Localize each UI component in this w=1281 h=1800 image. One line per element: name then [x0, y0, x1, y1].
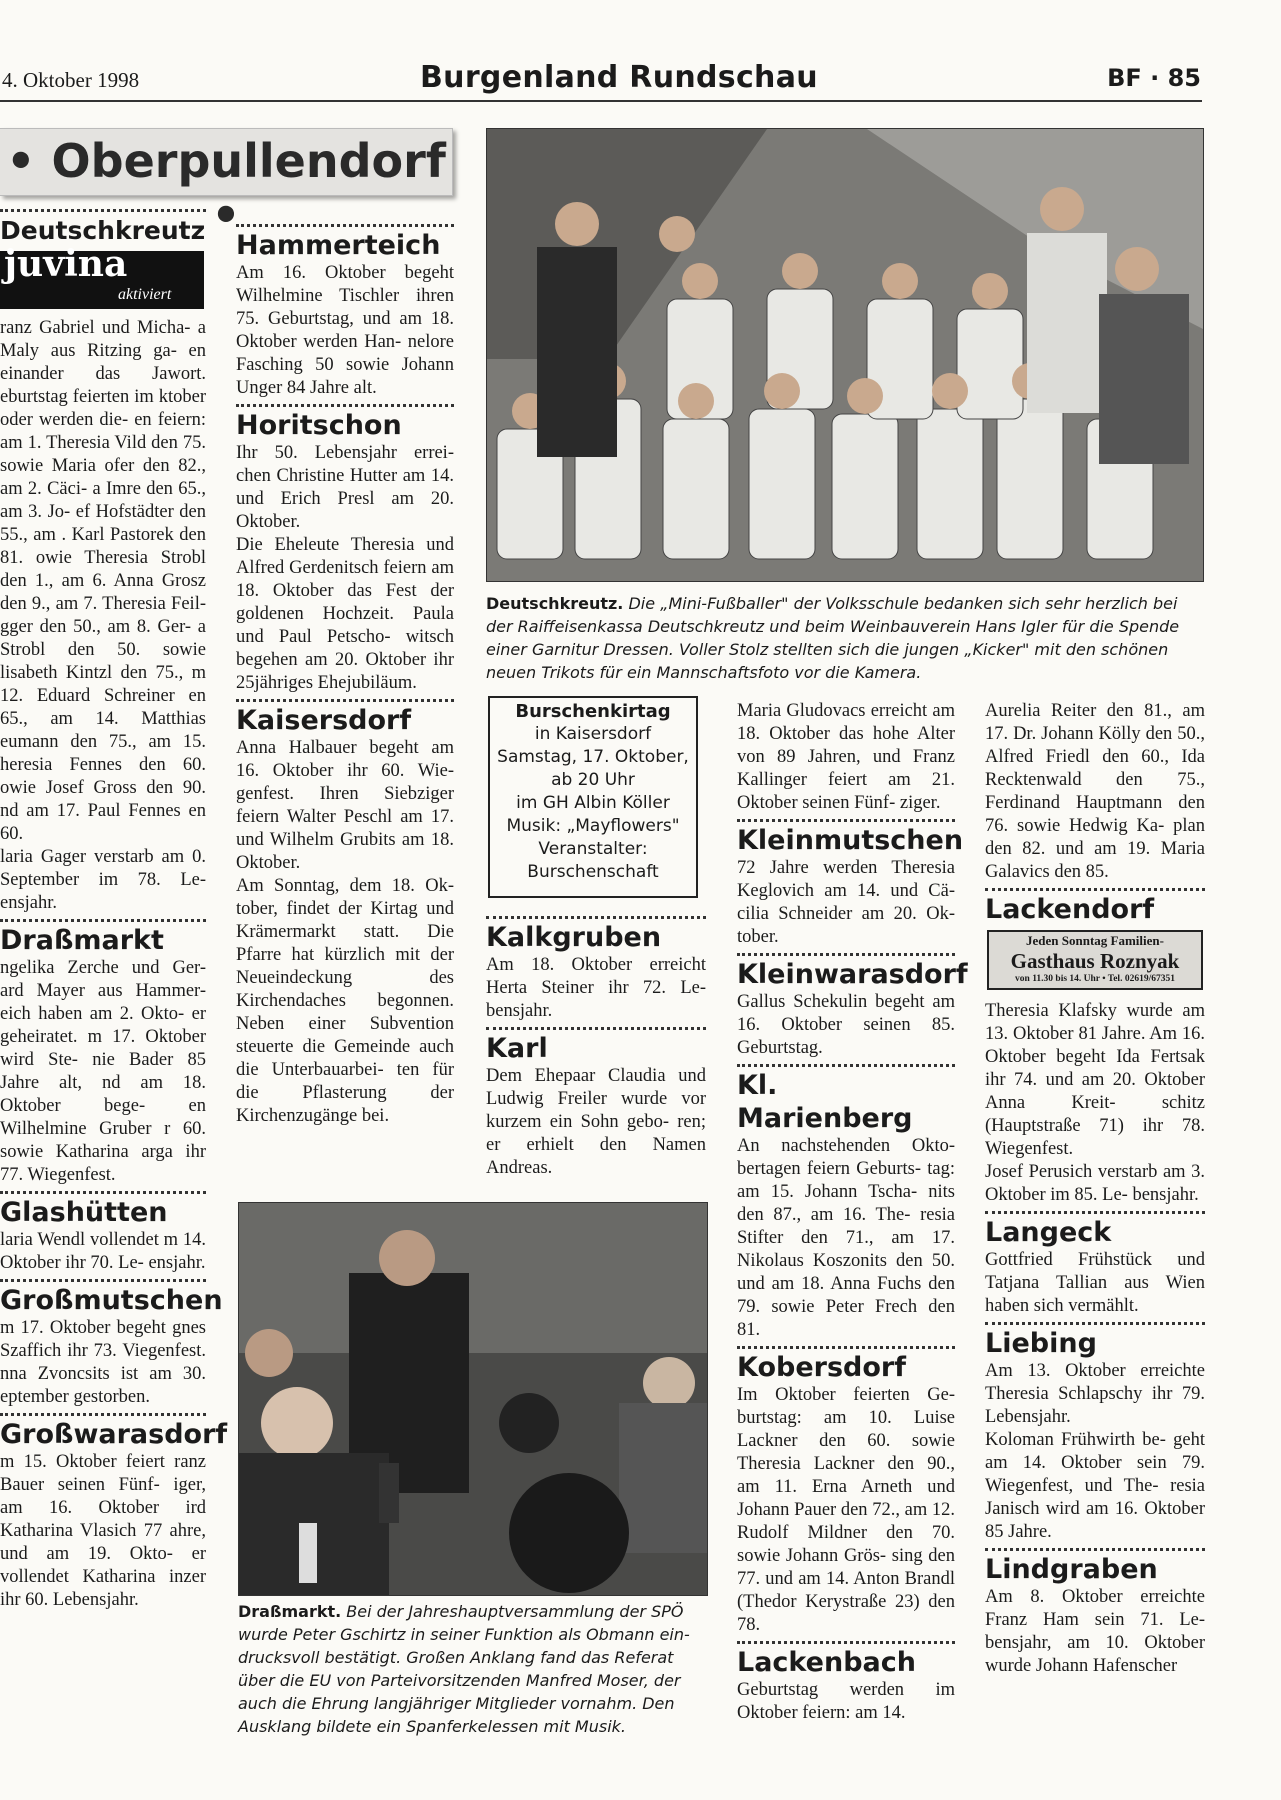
heading-glashuetten: Glashütten [0, 1197, 168, 1228]
text-karl: Dem Ehepaar Claudia und Ludwig Freiler wurde vor kurzem ein Sohn gebo- ren; er erhielt den Namen Andreas. [486, 1066, 706, 1178]
text-hammerteich: Am 16. Oktober begeht Wilhelmine Tischler ihren 75. Geburtstag, und am 18. Oktober werden Han- nelore Fasching 50 sowie Johann Unger 84 Jahre alt. [236, 263, 454, 398]
caption-lead: Draßmarkt. [238, 1602, 342, 1621]
photo-football-caption [486, 592, 1202, 684]
column-1 [0, 205, 228, 1612]
text-kaisersdorf-continued: Maria Gludovacs erreicht am 18. Oktober das hohe Alter von 89 Jahren, und Franz Kallinger feiert am 21. Oktober seinen Fünf- ziger. [737, 701, 955, 813]
text-horitschon-2: Die Eheleute Theresia und Alfred Gerdenitsch feiern am 18. Oktober das Fest der goldenen Hochzeit. Paula und Paul Petscho- witsch begehen am 20. Oktober ihr 25jähriges Ehejubiläum. [236, 535, 454, 693]
divider [737, 819, 955, 822]
divider [985, 888, 1205, 891]
text-lackendorf: Theresia Klafsky wurde am 13. Oktober 81 Jahre. Am 16. Oktober begeht Ida Fertsak ihr 74. und am 20. Oktober Anna Kreit- schitz (Hauptstraße 71) ihr 78. Wiegenfest. [985, 1001, 1205, 1159]
heading-grosswarasdorf: Großwarasdorf [0, 1419, 228, 1450]
text-deutschkreutz: ranz Gabriel und Micha- a Maly aus Ritzing ga- en einander das Jawort. eburtstag feierten im ktober oder werden die- en feiern: am 1. Theresia Vild den 75. sowie Maria ofer den 82., am 2. Cäci- a Imre den 65., am 3. Jo- ef Hofstädter den 55., am . Karl Pastorek den 81. owie Theresia Strobl den 1., am 6. Anna Grosz den 9., am 7. Theresia Feil- gger den 50., am 8. Ger- a Strobl den 50. sowie lisabeth Kintzl den 75., m 12. Eduard Schreiner en 65., am 14. Matthias eumann den 75., am 15. heresia Fennes den 60. owie Josef Gross den 90. nd am 17. Paul Fennes en 60. [0, 318, 206, 844]
heading-karl: Karl [486, 1033, 548, 1064]
text-kalkgruben: Am 18. Oktober erreicht Herta Steiner ihr 72. Le- bensjahr. [486, 955, 706, 1021]
text-kaisersdorf: Anna Halbauer begeht am 16. Oktober ihr 60. Wie- genfest. Ihren Siebziger feiern Walter Peschl am 17. und Wilhelm Grubits am 18. Oktober. [236, 738, 454, 873]
divider [0, 1279, 206, 1282]
divider [486, 916, 706, 919]
divider [0, 1413, 206, 1416]
heading-kalkgruben: Kalkgruben [486, 922, 662, 953]
photo-football-team-image [487, 129, 1203, 581]
ad-top: Jeden Sonntag Familien- [1026, 933, 1164, 948]
heading-drassmarkt: Draßmarkt [0, 925, 164, 956]
ad-line: Veranstalter: [538, 839, 648, 859]
section-title: • Oberpullendorf • [6, 134, 446, 242]
ad-gasthaus-roznyak [987, 930, 1203, 990]
ad-burschenkirtag [488, 696, 698, 898]
heading-kaisersdorf: Kaisersdorf [236, 705, 412, 736]
divider [0, 209, 206, 212]
heading-lindgraben: Lindgraben [985, 1554, 1158, 1585]
text-grossmutschen: m 17. Oktober begeht gnes Szaffich ihr 73. Viegenfest. nna Zvoncsits ist am 30. eptember gestorben. [0, 1318, 206, 1407]
divider [236, 404, 454, 407]
newspaper-title: Burgenland Rundschau [420, 60, 818, 95]
ad-line: ab 20 Uhr [551, 770, 635, 790]
text-kl-marienberg: An nachstehenden Okto- bertagen feiern Geburts- tag: am 15. Johann Tscha- nits den 87., am 16. The- resia Stifter den 71., am 17. Nikolaus Koszonits den 50. und am 18. Anna Fuchs den 79. sowie Peter Frech den 81. [737, 1136, 955, 1340]
page-number: BF · 85 [1107, 64, 1201, 92]
divider [0, 919, 206, 922]
divider [737, 1346, 955, 1349]
photo-party-meeting-image [239, 1203, 707, 1595]
heading-grossmutschen: Großmutschen [0, 1285, 223, 1316]
text-lackenbach: Geburtstag werden im Oktober feiern: am 14. [737, 1680, 955, 1723]
ad-line: Samstag, 17. Oktober, [497, 747, 689, 767]
divider [737, 953, 955, 956]
heading-langeck: Langeck [985, 1217, 1112, 1248]
logo-word: juvina [4, 243, 128, 285]
text-kleinwarasdorf: Gallus Schekulin begeht am 16. Oktober seinen 85. Geburtstag. [737, 992, 955, 1058]
header-rule [0, 100, 1202, 102]
divider [737, 1064, 955, 1067]
text-deutschkreutz-2: laria Gager verstarb am 0. September im 78. Le- ensjahr. [0, 847, 206, 913]
ad-bottom: von 11.30 bis 14. Uhr • Tel. 02619/67351 [1015, 974, 1175, 984]
text-kaisersdorf-2: Am Sonntag, dem 18. Ok- tober, findet der Kirtag und Krämermarkt statt. Die Pfarre hat kürzlich mit der Neueindeckung des Kirchendaches begonnen. Neben einer Subvention steuerte die Gemeinde auch die Unterbauarbei- ten für die Pflasterung der Kirchenzugänge bei. [236, 876, 454, 1126]
column-3 [486, 912, 706, 1180]
heading-hammerteich: Hammerteich [236, 230, 441, 261]
ad-line: im GH Albin Köller [516, 793, 670, 813]
column-5 [985, 700, 1205, 1678]
ad-name: Gasthaus Roznyak [1010, 949, 1180, 973]
text-lindgraben: Am 8. Oktober erreichte Franz Ham sein 71. Le- bensjahr, am 10. Oktober wurde Johann Hafenscher [985, 1587, 1205, 1676]
column-2 [236, 220, 454, 1128]
heading-lackendorf: Lackendorf [985, 894, 1155, 925]
heading-kleinmutschen: Kleinmutschen [737, 825, 964, 856]
divider [236, 699, 454, 702]
divider [985, 1548, 1205, 1551]
heading-deutschkreutz: Deutschkreutz [0, 216, 206, 245]
ad-line: Musik: „Mayflowers" [506, 816, 680, 836]
column-4 [737, 700, 968, 1725]
text-lackenbach-continued: Aurelia Reiter den 81., am 17. Dr. Johann Kölly den 50., Alfred Friedl den 60., Ida Recktenwald den 75., Ferdinand Hauptmann den 76. sowie Hedwig Ka- plan den 82. und am 19. Maria Galavics den 85. [985, 701, 1205, 882]
text-langeck: Gottfried Frühstück und Tatjana Tallian aus Wien haben sich vermählt. [985, 1250, 1205, 1316]
heading-horitschon: Horitschon [236, 410, 402, 441]
divider [985, 1322, 1205, 1325]
heading-kleinwarasdorf: Kleinwarasdorf [737, 959, 968, 990]
ad-line: Burschenschaft [527, 862, 659, 882]
ad-title: Burschenkirtag [515, 701, 671, 722]
heading-liebing: Liebing [985, 1328, 1097, 1359]
caption-text: Bei der Jahreshauptversammlung der SPÖ wurde Peter Gschirtz in seiner Funktion als Obmann ein- drucksvoll bestätigt. Großen Anklang fand das Referat über die EU von Parteivorsitzenden Manfred Moser, der auch die Ehrung langjähriger Mitglieder vornahm. Den Ausklang bildete ein Spanferkelessen mit Musik. [238, 1602, 690, 1736]
text-liebing-2: Koloman Frühwirth be- geht am 14. Oktober sein 79. Wiegenfest, und The- resia Janisch wird am 16. Oktober 85 Jahre. [985, 1430, 1205, 1542]
juvina-logo [0, 243, 204, 309]
issue-date: 4. Oktober 1998 [2, 68, 140, 92]
text-kobersdorf: Im Oktober feierten Ge- burtstag: am 10. Luise Lackner den 60. sowie Theresia Lackner den 90., am 11. Erna Arneth und Johann Pauer den 72., am 12. Rudolf Mildner den 70. sowie Johann Grös- sing den 77. und am 14. Anton Brandl (Thedor Kerystraße 23) den 78. [737, 1385, 955, 1635]
divider [985, 1211, 1205, 1214]
text-lackendorf-2: Josef Perusich verstarb am 3. Oktober im 85. Le- bensjahr. [985, 1162, 1205, 1205]
caption-text: Die „Mini-Fußballer" der Volksschule bedanken sich sehr herzlich bei der Raiffeisenkassa Deutschkreutz und beim Weinbauverein Hans Igler für die Spende einer Garnitur Dressen. Voller Stolz stellten sich die jungen „Kicker" mit den schönen neuen Trikots für ein Mannschaftsfoto vor die Kamera. [486, 594, 1180, 682]
text-horitschon: Ihr 50. Lebensjahr errei- chen Christine Hutter am 14. und Erich Presl am 20. Oktober. [236, 443, 454, 532]
text-liebing: Am 13. Oktober erreichte Theresia Schlapschy ihr 79. Lebensjahr. [985, 1361, 1205, 1427]
photo-football-team [486, 128, 1204, 582]
divider [486, 1027, 706, 1030]
divider [0, 1191, 206, 1194]
heading-lackenbach: Lackenbach [737, 1647, 916, 1678]
text-kleinmutschen: 72 Jahre werden Theresia Keglovich am 14. und Cä- cilia Schneider am 20. Ok- tober. [737, 858, 955, 947]
photo-meeting-caption [238, 1600, 706, 1738]
ad-line: in Kaisersdorf [534, 724, 652, 744]
logo-sub: aktiviert [118, 286, 172, 303]
divider [236, 224, 454, 227]
text-drassmarkt: ngelika Zerche und Ger- ard Mayer aus Hammer- eich haben am 2. Okto- er geheiratet. m 17. Oktober wird Ste- nie Bader 85 Jahre alt, nd am 18. Oktober bege- en Wilhelmine Gruber r 60. sowie Katharina arga ihr 77. Wiegenfest. [0, 958, 206, 1185]
photo-party-meeting [238, 1202, 708, 1596]
heading-kl-marienberg: Kl. Marienberg [737, 1070, 913, 1134]
heading-kobersdorf: Kobersdorf [737, 1352, 906, 1383]
text-glashuetten: laria Wendl vollendet m 14. Oktober ihr 70. Le- ensjahr. [0, 1230, 206, 1273]
text-grosswarasdorf: m 15. Oktober feiert ranz Bauer seinen Fünf- iger, am 16. Oktober ird Katharina Vlasich 77 ahre, und am 19. Okto- er vollendet Katharina inzer ihr 60. Lebensjahr. [0, 1452, 206, 1610]
divider [737, 1641, 955, 1644]
caption-lead: Deutschkreutz. [486, 594, 624, 613]
